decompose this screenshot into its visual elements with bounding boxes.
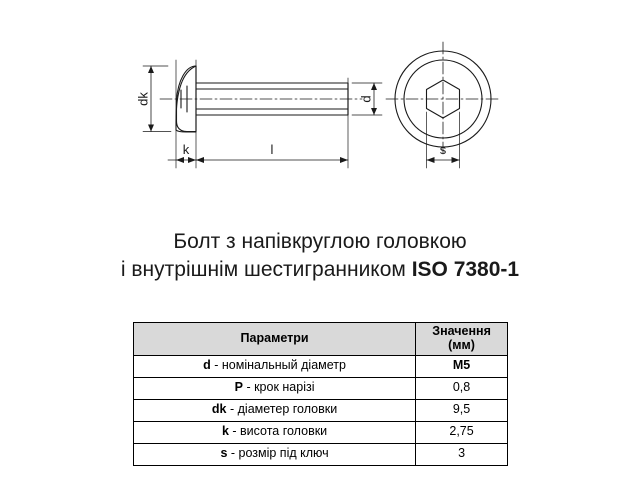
bolt-technical-drawing <box>0 0 640 190</box>
table-body <box>134 355 508 465</box>
table-row <box>134 399 508 421</box>
label-s: s <box>439 142 447 157</box>
parameter-cell <box>134 421 416 443</box>
parameter-cell <box>134 377 416 399</box>
head-left-profile <box>176 66 196 130</box>
table-header <box>134 323 508 356</box>
label-dk: dk <box>135 92 151 106</box>
top-view-centerlines <box>386 42 500 156</box>
parameter-description: - діаметер головки <box>226 402 338 417</box>
parameter-symbol: s <box>220 446 228 461</box>
parameter-symbol: P <box>234 380 243 395</box>
table-row <box>134 355 508 377</box>
parameter-description: - розмір під ключ <box>227 446 329 461</box>
value-cell: 2,75 <box>416 421 508 443</box>
parameter-symbol: k <box>221 424 229 439</box>
value-cell: 3 <box>416 443 508 465</box>
table-row <box>134 377 508 399</box>
extension-lines-side <box>143 60 382 168</box>
value-cell: M5 <box>416 355 508 377</box>
parameter-symbol: d <box>203 358 211 373</box>
column-header-value: Значення (мм) <box>416 323 508 356</box>
value-cell: 0,8 <box>416 377 508 399</box>
table-header-row <box>134 323 508 356</box>
specification-table-wrapper <box>133 322 508 466</box>
title-line-1: Болт з напівкруглою головкою <box>173 230 467 253</box>
parameter-cell <box>134 443 416 465</box>
parameter-cell <box>134 399 416 421</box>
title-line-2-prefix: і внутрішнім шестигранником <box>120 257 412 281</box>
parameter-description: - номінальный діаметр <box>210 358 346 373</box>
title-block <box>0 228 640 283</box>
label-d: d <box>358 95 374 103</box>
column-header-parameter: Параметри <box>134 323 416 356</box>
label-k: k <box>182 142 190 157</box>
drawing-svg <box>0 0 640 190</box>
title-line-2 <box>0 256 640 284</box>
specification-table <box>133 322 508 466</box>
parameter-cell <box>134 355 416 377</box>
table-row <box>134 443 508 465</box>
table-row <box>134 421 508 443</box>
parameter-description: - висота головки <box>228 424 328 439</box>
parameter-symbol: dk <box>211 402 227 417</box>
standard-code: ISO 7380-1 <box>411 257 520 281</box>
dimension-s <box>427 157 460 163</box>
label-l: l <box>270 142 274 157</box>
parameter-description: - крок нарізі <box>242 380 315 395</box>
value-cell: 9,5 <box>416 399 508 421</box>
dimension-l <box>196 157 348 163</box>
